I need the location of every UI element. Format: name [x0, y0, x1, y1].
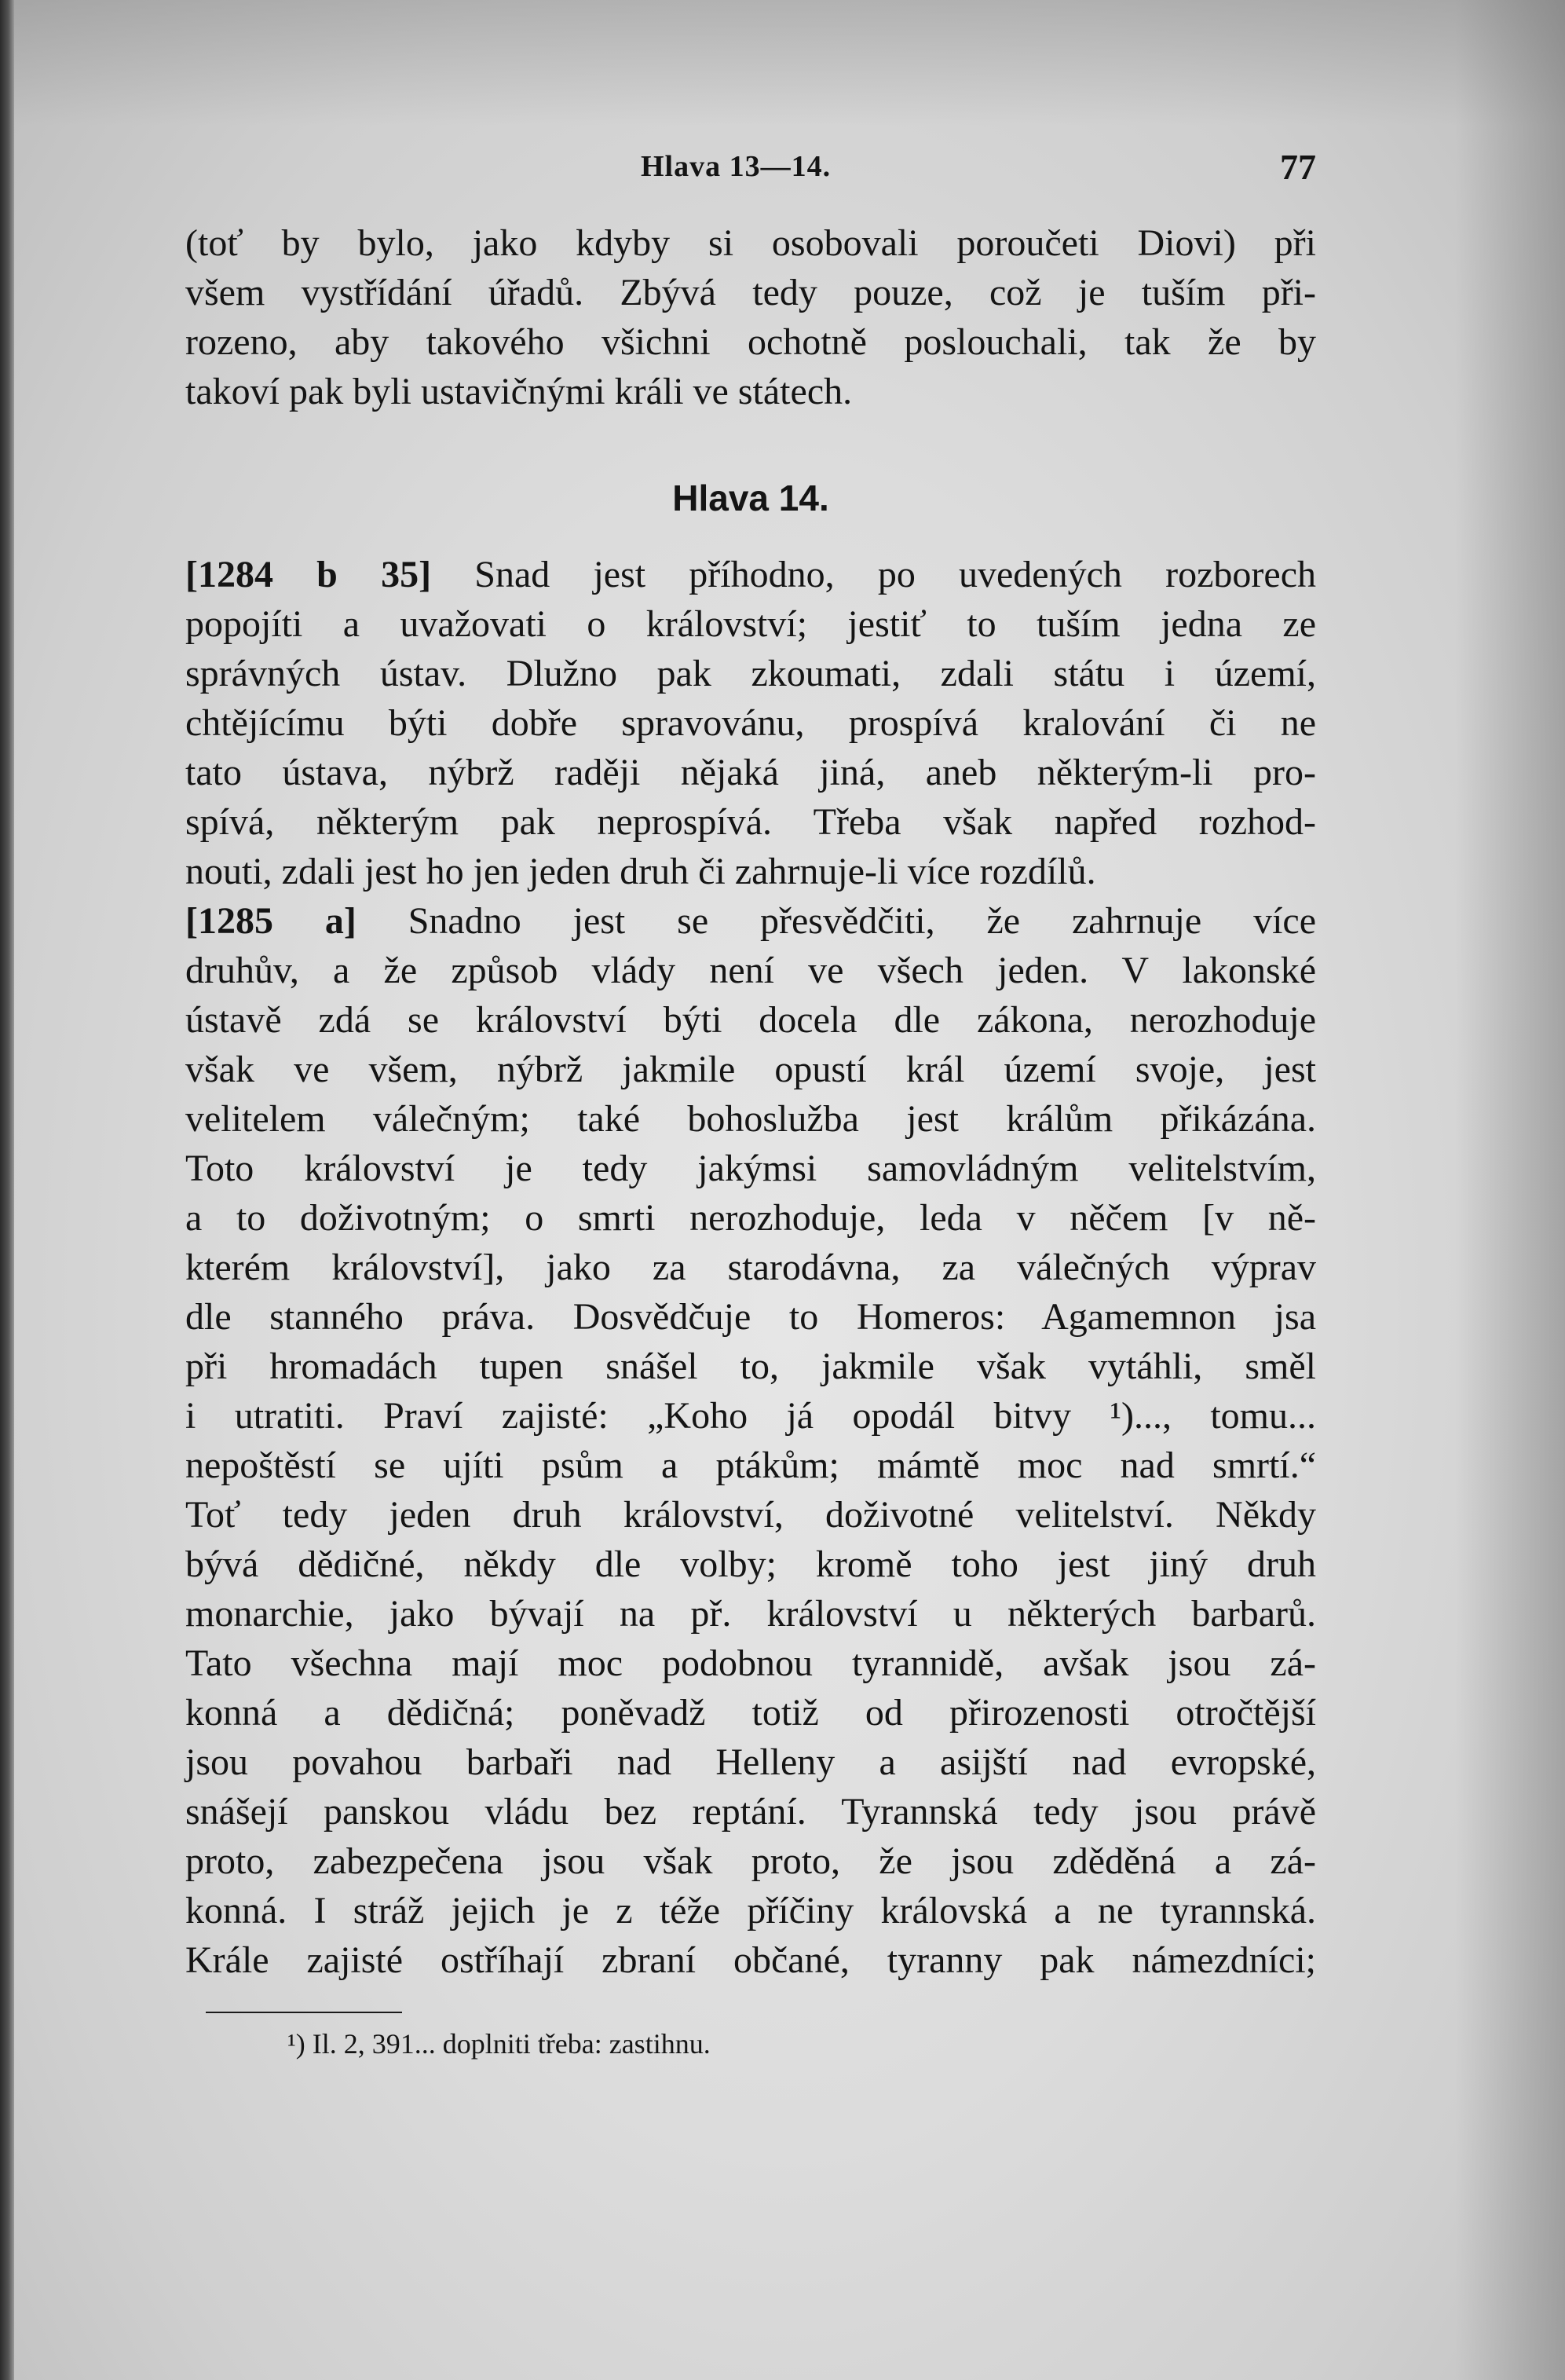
right-shadow [1455, 0, 1565, 2380]
text-line: však ve všem, nýbrž jakmile opustí král území svoje, jest [185, 1049, 1316, 1090]
text-line: nouti, zdali jest ho jen jeden druh či zahrnuje-li více rozdílů. [185, 851, 1096, 892]
text-line: jsou povahou barbaři nad Helleny a asijští nad evropské, [185, 1741, 1316, 1783]
text-line-rest: Snadno jest se přesvědčiti, že zahrnuje více [356, 900, 1317, 942]
text-line: dle stanného práva. Dosvědčuje to Homeros: Agamemnon jsa [185, 1296, 1316, 1338]
bekker-reference: [1284 b 35] [185, 554, 432, 595]
text-line: konná. I stráž jejich je z téže příčiny královská a ne tyrannská. [185, 1890, 1316, 1931]
text-line: (toť by bylo, jako kdyby si osobovali poroučeti Diovi) při [185, 222, 1316, 264]
paragraph-2 [185, 896, 1316, 1985]
text-line: Toto království je tedy jakýmsi samovládným velitelstvím, [185, 1148, 1316, 1189]
footnote: ¹) Il. 2, 391... doplniti třeba: zastihnu. [287, 2028, 711, 2060]
text-line: správných ústav. Dlužno pak zkoumati, zdali státu i území, [185, 653, 1316, 694]
text-line: takoví pak byli ustavičnými králi ve státech. [185, 371, 853, 412]
text-line: chtějícímu býti dobře spravovánu, prospívá kralování či ne [185, 702, 1316, 744]
page-number: 77 [1280, 147, 1316, 187]
text-line-rest: Snad jest příhodno, po uvedených rozborech [431, 554, 1316, 595]
text-line: všem vystřídání úřadů. Zbývá tedy pouze, což je tuším při- [185, 272, 1316, 313]
text-line [185, 896, 1316, 946]
text-line: monarchie, jako bývají na př. království u některých barbarů. [185, 1593, 1316, 1635]
text-line: proto, zabezpečena jsou však proto, že jsou zděděná a zá- [185, 1840, 1316, 1882]
running-head [185, 149, 1316, 200]
text-line: rozeno, aby takového všichni ochotně poslouchali, tak že by [185, 321, 1316, 363]
text-line: a to doživotným; o smrti nerozhoduje, leda v něčem [v ně- [185, 1197, 1316, 1239]
page-body [185, 149, 1316, 2063]
text-line: velitelem válečným; také bohoslužba jest králům přikázána. [185, 1098, 1316, 1140]
text-line: i utratiti. Praví zajisté: „Koho já opodál bitvy ¹)..., tomu... [185, 1395, 1316, 1437]
text-line: bývá dědičné, někdy dle volby; kromě toho jest jiný druh [185, 1543, 1316, 1585]
binding-edge [0, 0, 14, 2380]
section-heading: Hlava 14. [672, 478, 829, 518]
paragraph-1 [185, 550, 1316, 896]
top-shadow [0, 0, 1565, 126]
text-line: snášejí panskou vládu bez reptání. Tyrannská tedy jsou právě [185, 1791, 1316, 1833]
running-head-title: Hlava 13—14. [641, 150, 832, 183]
text-line: Toť tedy jeden druh království, doživotné velitelství. Někdy [185, 1494, 1316, 1536]
text-line: nepoštěstí se ujíti psům a ptákům; mámtě moc nad smrtí.“ [185, 1444, 1316, 1486]
text-line: tato ústava, nýbrž raději nějaká jiná, aneb některým-li pro- [185, 752, 1316, 793]
text-line: Tato všechna mají moc podobnou tyrannidě, avšak jsou zá- [185, 1642, 1316, 1684]
text-line: spívá, některým pak neprospívá. Třeba však napřed rozhod- [185, 801, 1316, 843]
text-line: konná a dědičná; poněvadž totiž od přirozenosti otročtější [185, 1692, 1316, 1734]
text-line: ústavě zdá se království býti docela dle zákona, nerozhoduje [185, 999, 1316, 1041]
text-line: Krále zajisté ostříhají zbraní občané, tyranny pak námezdníci; [185, 1939, 1316, 1981]
text-line [185, 550, 1316, 599]
footnote-divider [206, 2012, 402, 2013]
bekker-reference: [1285 a] [185, 900, 357, 942]
text-line: při hromadách tupen snášel to, jakmile však vytáhli, směl [185, 1346, 1316, 1387]
text-line: kterém království], jako za starodávna, za válečných výprav [185, 1247, 1316, 1288]
text-line: popojíti a uvažovati o království; jestiť to tuším jedna ze [185, 603, 1316, 645]
intro-paragraph [185, 218, 1316, 416]
text-line: druhův, a že způsob vlády není ve všech jeden. V lakonské [185, 950, 1316, 991]
